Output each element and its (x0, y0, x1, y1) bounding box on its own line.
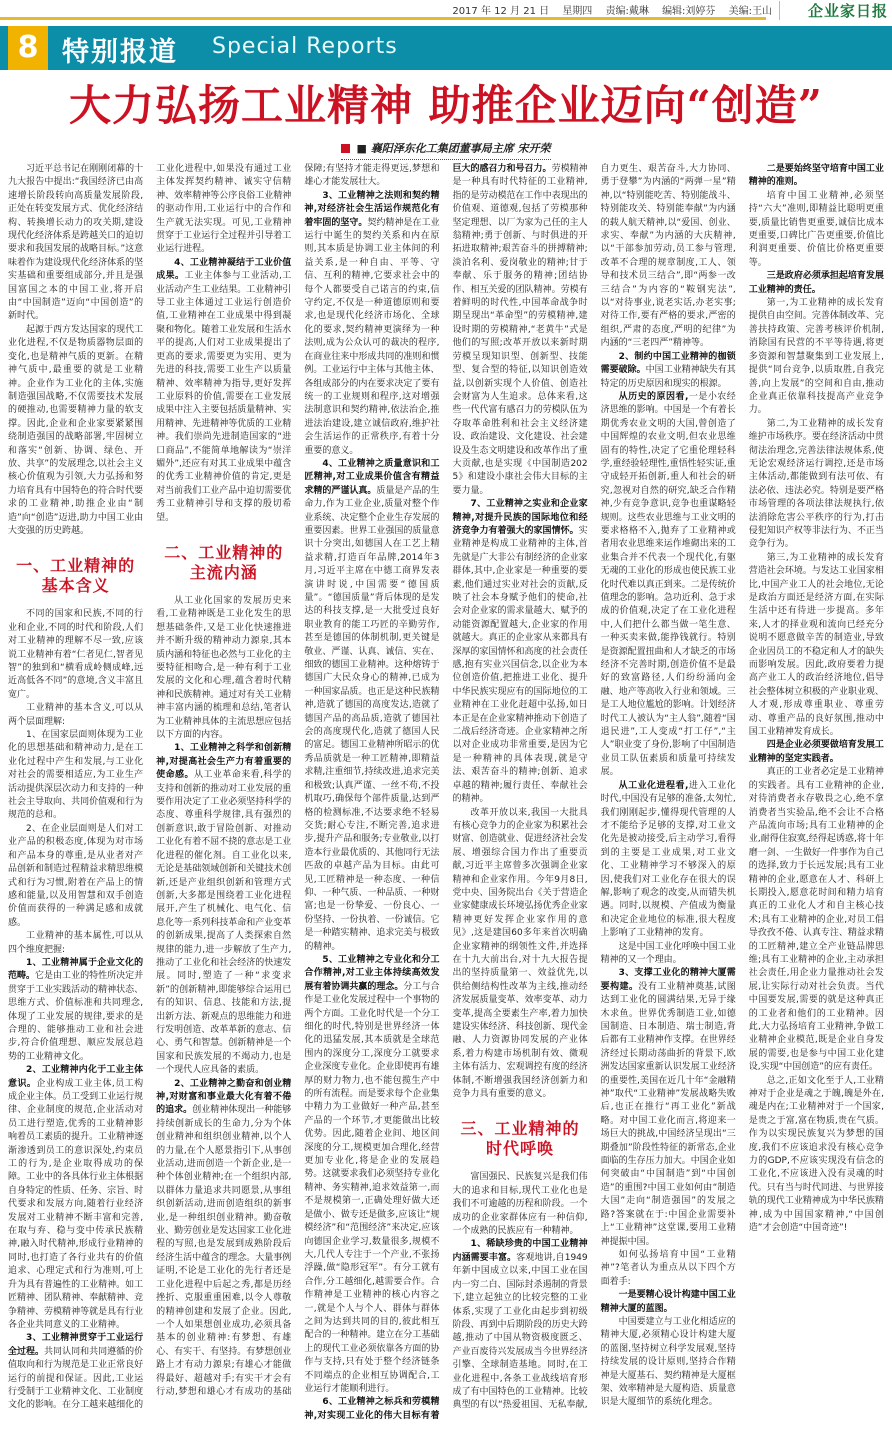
masthead-divider (779, 1, 780, 20)
article-paragraph: 中国要建立与工业化相适应的精神大厦,必须精心设计构建大厦的蓝图,坚持树立科学发展观,坚持持续发展的设计原则,坚持合作精神是大厦基石、契约精神是大厦框架、效率精神是大厦构造、质量意识是大厦细节的系统化理念。 (600, 1316, 736, 1408)
paragraph-lead: 二是要始终坚守培育中国工业精神的准则。 (748, 164, 884, 188)
article-paragraph: 总之,正如文化至于人,工业精神对于企业是魂之于魄,魄是外在,魂是内在;工业精神对于一个国家,是贵之于富,富在物质,贵在气质。作为以实现民族复兴为梦想的国度,我们不应该追求没有核心竞争力的GDP,不应该实现没有信念的工业化,不应该进入没有灵魂的时代。只有当与时代同进、与世界接轨的现代工业精神成为中华民族精神,成为中国国家精神,“中国创造”才会创造“中国奇迹”! (748, 1075, 884, 1234)
article-paragraph: 3、工业精神贯穿于工业运行全过程。共同认同和共同遵循的价值取向和行为规范是工业正常良好运行的前提和保证。因此,工业运行受制于工业精神文化、工业制度文化的影响。在分工越来越细化的工业化进程中,如果没有通过工业主体发挥契约精神、诚实守信精神、效率精神等公序良俗工业精神的驱动作用,工业运行中的合作和生产就无法实现。可见,工业精神贯穿于工业运行全过程并引导着工业运行进程。 (8, 164, 292, 1411)
editor: 编辑:刘婷芬 (662, 6, 716, 17)
article-paragraph: 改革开放以来,我国一大批具有核心竞争力的企业家为积累社会财富、创造就业、促进经济社会发展、增强综合国力作出了重要贡献,习近平主席曾多次强调企业家精神和企业家作用。今年9月8日,党中央、国务院出台《关于营造企业家健康成长环境弘扬优秀企业家精神更好发挥企业家作用的意见》,这是建国60多年来首次明确企业家精神的纲领性文件,并选择在十九大前出台,对十九大报告提出的坚持质量第一、效益优先,以供给侧结构性改革为主线,推动经济发展质量变革、效率变革、动力变革,提高全要素生产率,着力加快建设实体经济、科技创新、现代金融、人力资源协同发展的产业体系,着力构建市场机制有效、微观主体有活力、宏观调控有度的经济体制,不断增强我国经济创新力和竞争力具有重要的意义。 (452, 807, 588, 1100)
article-paragraph: 起源于西方发达国家的现代工业化进程,不仅是物质器物层面的变化,也是精神气质的更新。在精神气质中,最重要的就是工业精神。企业作为工业化的主体,实施制造强国战略,不仅需要技术发展的硬推动,也需要精神力量的软支撑。因此,企业和企业家要紧紧围绕制造强国的战略部署,牢固树立和落实“创新、协调、绿色、开放、共享”的发展理念,以社会主义核心价值观为引领,大力弘扬和努力培育具有中国特色的符合时代要求的工业精神,助推企业由“制造”向“创造”迈进,助力中国工业由大变强的历史跨越。 (8, 324, 144, 536)
article-paragraph: 工业精神的基本含义,可以从两个层面理解: (8, 703, 144, 727)
paragraph-lead: 2、制约中国工业精神的枷锁需要破除。 (600, 351, 736, 376)
paragraph-lead: 2、工业精神之勤奋和创业精神,对财富和事业最大化有着不倦的追求。 (156, 1078, 292, 1116)
page-number-badge: 8 (8, 26, 48, 70)
article-paragraph: 4、工业精神凝结于工业价值成果。工业主体参与工业活动,工业活动产生工业结果。工业精神引导工业主体通过工业运行创造价值,工业精神在工业成果中得到凝聚和物化。随着工业发展和生活水平的提高,人们对工业成果提出了更高的要求,需要更为实用、更为先进的科技,需要工业生产以质量精神、效率精神为指导,更好发挥工业原料的价值,需要在工业发展成果中注入主要包括质量精神、实用精神、先进精神等优质的工业精神。我们崇尚先进制造国家的“进口商品”,不能简单地解读为“崇洋媚外”,还应有对其工业成果中蕴含的优秀工业精神价值的肯定,更是对当前我们工业产品中迫切需要优秀工业精神引导和支撑的殷切希望。 (156, 257, 292, 523)
byline-square-icon (341, 144, 350, 153)
paragraph-lead: 3、工业精神贯穿于工业运行全过程。 (8, 1333, 144, 1357)
date-text: 2017 年 12 月 21 日 (452, 6, 550, 17)
article-paragraph: 4、工业精神之质量意识和工匠精神,对工业成果价值含有精益求精的严谨认真。质量是产品的生命力,作为工业企业,质量对整个作业系统、决定整个企业生存发展的重要因素。世界工业强国的质量意识十分突出,如德国人在工艺上精益求精,打造百年品牌,2014年3月,习近平主席在中德工商界发表演讲时说,中国需要“德国质量”。“德国质量”背后体现的是发达的科技支撑,是一大批受过良好职业教育的能工巧匠的辛勤劳作,甚至是德国的体制机制,更关键是敬业、严谨、认真、诚信、实在、细致的德国工业精神。这种熔铸于德国广大民众身心的精神,已成为一种国家品质。也正是这种民族精神,造就了德国的高度发达,造就了德国产品的高品质,造就了德国社会的高度现代化,造就了德国人民的富足。德国工业精神所昭示的优秀品质就是一种工匠精神,即精益求精,注重细节,持续改进,追求完美和极致;认真严谨、一丝不苟,不投机取巧,确保每个部件质量,达到严格的检测标准,不达要求绝不轻易交货;耐心专注,不断完善,追求进步,提升产品和服务;专业敬业,以打造本行业最优质的、其他同行无法匹敌的卓越产品为目标。由此可见,工匠精神是一种态度、一种信仰、一种气质、一种品质、一种财富;也是一份挚爱、一份良心、一份坚持、一份执着、一份诚信。它是一种踏实精神、追求完美与极致的精神。 (304, 458, 440, 952)
section-heading: 三、工业精神的时代呼唤 (460, 1119, 580, 1159)
article-paragraph (601, 1289, 736, 1316)
article-paragraph: 2、制约中国工业精神的枷锁需要破除。中国工业精神缺失有其特定的历史原因和现实的根源。 (600, 351, 736, 389)
article-paragraph: 培育中国工业精神,必须坚持“六大”准则,即精益比聪明更重要,质量比销售更重要,诚信比成本更重要,口碑比广告更重要,价值比利润更重要、价值比价格更重要等。 (748, 190, 884, 268)
article-paragraph: 习近平总书记在刚刚闭幕的十九大报告中提出:“我国经济已由高速增长阶段转向高质量发展阶段,正处在转变发展方式、优化经济结构、转换增长动力的攻关期,建设现代化经济体系是跨越关口的迫切要求和我国发展的战略目标。”这意味着作为建设现代化经济体系的坚实基础和重要组成部分,并且是强国富国之本的中国工业,将开启由“中国制造”迈向“中国创造”的新时代。 (8, 164, 144, 322)
paragraph-lead: 一是要精心设计构建中国工业精神大厦的蓝图。 (600, 1290, 736, 1314)
paragraph-lead: 5、工业精神之专业化和分工合作精神,对工业主体持续高效发展有着协调共赢的理念。 (304, 954, 440, 992)
article-paragraph: 2、工业精神内化于工业主体意识。企业构成工业主体,员工构成企业主体。员工受到工业运行规律、企业制度的规范,企业活动对员工进行塑造,优秀的工业精神影响着员工素质的提升。工业精神逐渐渗透到员工的意识深处,约束员工的行为,是企业取得成功的保障。工业中的各具体行业主体根据自身特定的性质、任务、宗旨、时代要求和发展方向,随着行业经济发展对工业精神不断丰富和完善,在取与弃、稳与变中传承民族精神,融入时代精神,形成行业精神的同时,也打造了各行业共有的价值追求、心理定式和行为准则,可上升为具有普遍性的工业精神。如工匠精神、团队精神、奉献精神、竞争精神、劳模精神等就是具有行业各企业共同意义的工业精神。 (8, 1065, 144, 1330)
article-paragraph: 真正的工业者必定是工业精神的实践者。具有工业精神的企业,对待消费者永存敬畏之心,绝不拿消费者当实验品,绝不会让不合格产品流向市场;具有工业精神的企业,耐得住寂寞,经得起诱惑,将十年磨一剑、一生做好一件事作为自己的选择,致力于长远发展;具有工业精神的企业,愿意在人才、科研上长期投入,愿意花时间和精力培育真正的工业化人才和自主核心技术;具有工业精神的企业,对员工倡导孜孜不倦、认真专注、精益求精的工匠精神,建立全产业链品牌思维;具有工业精神的企业,主动承担社会责任,用企业力量推动社会发展,让实际行动对社会负责。当代中国要发展,需要的就是这种真正的工业者和他们的工业精神。因此,大力弘扬培育工业精神,争做工业精神企业模范,既是企业自身发展的需要,也是参与中国工业化建设,实现“中国创造”的应有责任。 (748, 767, 884, 1073)
section-heading: 二、工业精神的主流内涵 (164, 542, 284, 582)
article-paragraph: 6、工业精神之标兵和劳模精神,对实现工业化的伟大目标有着巨大的感召力和号召力。劳模精神是一种具有时代特征的工业精神,指的是劳动模范在工作中表现出的价值观、道德观,包括了劳模那种坚定理想、以厂为家为己任的主人翁精神;勇于创新、与时俱进的开拓进取精神;艰苦奋斗的拼搏精神;淡泊名利、爱岗敬业的精神;甘于奉献、乐于服务的精神;团结协作、相互关爱的团队精神。劳模有着鲜明的时代性,中国革命战争时期呈现出“革命型”的劳模精神,建设时期的劳模精神,“老黄牛”式是他们的写照;改革开放以来新时期劳模呈现知识型、创新型、技能型、复合型的特征,以知识创造效益,以创新实现个人价值、创造社会财富为人生追求。总体来看,这些一代代富有感召力的劳模队伍为夺取革命胜利和社会主义经济建设、政治建设、文化建设、社会建设及生态文明建设和改革作出了重大贡献,也是实现《中国制造2025》和建设小康社会伟大目标的主要力量。 (304, 164, 588, 1421)
article-paragraph: 1、工业精神属于企业文化的范畴。它是由工业的特性所决定并贯穿于工业实践活动的精神状态、思维方式、价值标准和共同理念,体现了工业发展的规律,要求的是合理的、能够推动工业和社会进步,符合价值理想、顺应发展总趋势的工业精神文化。 (8, 957, 144, 1062)
paragraph-lead: 从历史的原因看, (618, 391, 689, 402)
article-paragraph: 第三,为工业精神的成长发育营造社会环境。与发达工业国家相比,中国产业工人的社会地位,无论是政治方面还是经济方面,在实际生活中还有待进一步提高。多年来,人才的择业观和流向已经充分说明不愿意做辛苦的制造业,导致企业因员工的不稳定和人才的缺失而影响发展。因此,政府要着力提高产业工人的政治经济地位,倡导社会整体树立积极的产业职业观、人才观,形成尊重职业、尊重劳动、尊重产品的良好氛围,推动中国工业精神发育成长。 (748, 552, 884, 738)
article-paragraph: 从工业化进程看,进入工业化时代,中国没有足够的准备,太匆忙,我们刚刚起步,懂得现代管理的人才不能给予足够的支撑,对工业文化先是被动接受,后主动学习,看得到的主要是工业成果,对工业文化、工业精神学习不够深入的原因,使我们对工业化存在很大的误解,影响了观念的改变,从而错失机遇。同时,以规模、产值成为衡量和决定企业地位的标准,很大程度上影响了工业精神的发育。 (600, 780, 736, 939)
article-paragraph: 7、工业精神之实业和企业家精神,对提升民族的国际地位和经济竞争力有着强大的家国情怀。实业精神是构成工业精神的主体,首先就是广大非公有制经济的企业家群体,其中,企业家是一种重要的要素,他们通过实业对社会的贡献,反映了社会本身赋予他们的使命,社会对企业家的需求量越大、赋予的动能资源配置越大,企业家的作用就越大。真正的企业家从来都具有深厚的家国情怀和高度的社会责任感,抱有实业兴国信念,以企业为本位创造价值,把推进工业化、提升中华民族实现应有的国际地位的工业精神在工业化赶超中弘扬,如日本正是在企业家精神推动下创造了二战后经济奇迹。企业家精神之所以对企业成功非常重要,是因为它是一种精神的具体表现,就是守法、艰苦奋斗的精神;创新、追求卓越的精神;履行责任、奉献社会的精神。 (452, 499, 588, 805)
section-heading: 一、工业精神的基本含义 (16, 556, 136, 596)
date-row (442, 2, 772, 17)
paper-name: 企业家日报 (807, 2, 888, 20)
paragraph-lead: 1、稀缺珍贵的中国工业精神内涵需要丰富。 (452, 1239, 588, 1263)
weekday-text: 星期四 (562, 6, 593, 17)
paragraph-lead: 三是政府必须承担起培育发展工业精神的责任。 (748, 271, 884, 295)
article-paragraph: 富国强民、民族复兴是我们伟大的追求和目标,现代工业化也是我们不可逾越的历程和阶段。一个成功的企业家群体应有一种信仰,一个成熟的民族应有一种精神。 (452, 1172, 588, 1237)
article-paragraph: 3、支撑工业化的精神大厦需要构建。没有工业精神奠基,试图达到工业化的圆满结果,无异于缘木求鱼。世界优秀制造工业,如德国制造、日本制造、瑞士制造,背后都有工业精神作支撑。在世界经济经过长期动荡曲折的背景下,欧洲发达国家重新认识发展工业经济的重要性,美国在近几十年“金融精神”取代“工业精神”发展战略失败后,也正在推行“再工业化”新战略。对中国工业化而言,将迎来一场巨大的挑战,中国经济呈现出“三期叠加”阶段性特征的新常态,企业面临的生存压力加大。中国企业如何突破由“中国制造”到“中国创造”的重围?中国工业如何由“制造大国”走向“制造强国”的发展之路?答案就在于:中国企业需要补上“工业精神”这堂课,要用工业精神提振中国。 (600, 968, 736, 1247)
paragraph-lead: 6、工业精神之标兵和劳模精神,对实现工业化的伟大目标有着巨大的感召力和号召力。 (304, 164, 552, 1421)
article-paragraph (749, 739, 884, 766)
paragraph-lead: 4、工业精神凝结于工业价值成果。 (156, 257, 292, 282)
paragraph-lead: 3、工业精神之法则和契约精神,对经济社会生活运作规范化有着牢固的坚守。 (304, 190, 440, 228)
article-paragraph: 从历史的原因看,一是小农经济思维的影响。中国是一个有着长期优秀农业文明的大国,曾创造了中国辉煌的农业文明,但农业思维固有的特性,决定了它重伦理轻科学,重经验轻理性,重悟性轻实证,重守成轻开拓创新,重人和社会的研究,忽视对自然的研究,缺乏合作精神,少有竞争意识,竞争也重谋略轻规则。这些农业思维与工业文明的要求格格不入,抛弃了工业精神或者用农业思维来运作堆砌出来的工业集合并不代表一个现代化,有躯无魂的工业化的形成也使民族工业化时代难以真正到来。二是传统价值理念的影响。急功近利、急于求成的价值观,决定了在工业化进程中,人们把什么都当做一笔生意、一种买卖来做,能挣钱就行。特别是资源配置扭曲和人才缺乏的市场经济不完善时期,创造价值不是最好的致富路径,人们纷纷涌向金融、地产等高收入行业和领域。三是工人地位尴尬的影响。计划经济时代工人被认为“主人翁”,随着“国退民进”,工人变成“打工仔”,“主人”职业变了身份,影响了中国制造业员工队伍素质和质量可持续发展。 (600, 391, 736, 778)
art-editor: 美编:王山 (728, 6, 772, 17)
article-paragraph: 不同的国家和民族,不同的行业和企业,不同的时代和阶段,人们对工业精神的理解不尽一致,应该说工业精神有着“仁者见仁,智者见智”的独到和“横看成岭侧成峰,远近高低各不同”的意境,含义丰富且宽广。 (8, 609, 144, 700)
article-paragraph: 如何弘扬培育中国“工业精神”?笔者认为重点从以下四个方面着手: (600, 1249, 736, 1287)
article-paragraph: 1、工业精神之科学和创新精神,对提高社会生产力有着重要的使命感。从工业革命来看,科学的支持和创新的推动对工业发展的重要作用决定了工业必须坚持科学的态度、尊重科学规律,具有强烈的创新意识,敢于冒险创新、对推动工业化有着不屈不挠的意志是工业化进程的催化剂。自工业化以来,无论是基础领域创新和关键技术创新,还是产业组织创新和管理方式创新,大多都是围绕着工业化进程展开,产生了机械化、电气化、信息化等一系列科技革命和产业变革的创新成果,提高了人类探索自然规律的能力,进一步解放了生产力,推动了工业化和社会经济的快速发展。同时,塑造了一种“求变求新”的创新精神,即能够综合运用已有的知识、信息、技能和方法,提出新方法、新观点的思维能力和进行发明创造、改革革新的意志、信心、勇气和智慧。创新精神是一个国家和民族发展的不竭动力,也是一个现代人应具备的素质。 (156, 743, 292, 1076)
paragraph-lead: 从工业化进程看, (618, 780, 689, 791)
section-banner (0, 26, 892, 70)
duty-editor: 责编:戴琳 (605, 6, 649, 17)
paragraph-lead: 2、工业精神内化于工业主体意识。 (8, 1065, 144, 1089)
article-paragraph: 2、在企业层面则是人们对工业产品的积极态度,体现为对市场和产品本身的尊重,是从业者对产品创新和制造过程精益求精思维模式和行为习惯,附着在产品上的情感和能量,以及用智慧和双手创造价值而获得的一种满足感和成就感。 (8, 823, 144, 928)
paragraph-lead: 7、工业精神之实业和企业家精神,对提升民族的国际地位和经济竞争力有着强大的家国情怀。 (452, 499, 588, 536)
article-paragraph: 工业精神的基本属性,可以从四个维度把握: (8, 931, 144, 955)
article-paragraph: 从工业化国家的发展历史来看,工业精神既是工业化发生的思想基础条件,又是工业化快速推进并不断升级的精神动力源泉,其本质内涵和特征也必然与工业化的主要特征相吻合,是一种有利于工业发展的文化和心理,蕴含着时代精神和民族精神。通过对有关工业精神丰富内涵的梳理和总结,笔者认为工业精神具体的主流思想应包括以下方面的内容。 (156, 595, 292, 741)
article-paragraph: 第二,为工业精神的成长发育维护市场秩序。要在经济活动中贯彻法治理念,完善法律法规体系,使无论宏观经济运行调控,还是市场主体活动,都能做到有法可依、有法必依、违法必究。特别是要严格市场管理的各项法律法规执行,依法消除危害公平秩序的行为,打击侵犯知识产权等非法行为、不正当竞争行为。 (748, 418, 884, 550)
article-paragraph: 1、稀缺珍贵的中国工业精神内涵需要丰富。客观地讲,自1949年新中国成立以来,中国工业在国内一穷二白、国际封杀遏制的背景下,建立起独立的比较完整的工业体系,实现了工业化由起步到初级阶段、再到中后期阶段的历史大跨越,推动了中国从物资极度匮乏、产业百废待兴发展成当今世界经济引擎、全球制造基地。同时,在工业化进程中,各条工业战线培育形成了有中国特色的工业精神。比较典型的有以“热爱祖国、无私奉献,自力更生、艰苦奋斗,大力协同、勇于登攀”为内涵的“两弹一星”精神,以“特别能吃苦、特别能战斗、特别能攻关、特别能奉献”为内涵的载人航天精神,以“爱国、创业、求实、奉献”为内涵的大庆精神,以“干部参加劳动,员工参与管理,改革不合理的规章制度,工人、领导和技术员三结合”,即“两参一改三结合”为内容的“鞍钢宪法”,以“对待事业,说老实话,办老实事;对待工作,要有严格的要求,严密的组织,严肃的态度,严明的纪律”为内涵的“三老四严”精神等。 (452, 164, 736, 1411)
article-paragraph: 5、工业精神之专业化和分工合作精神,对工业主体持续高效发展有着协调共赢的理念。分工与合作是工业化发展过程中一个事物的两个方面。工业化时代是一个分工细化的时代,特别是世界经济一体化的迅猛发展,其本质就是全球范围内的深度分工,深度分工就要求企业深度专业化。企业即使再有雄厚的财力物力,也不能包揽生产中的所有流程。而是要求每个企业集中精力为工业做好一种产品,甚至产品的一个环节,才更能做出比较优势。因此,随着企业间、地区间深度的分工,规模更加合理化,经营更加专业化,将是企业的发展趋势。这就要求我们必须坚持专业化精神、务实精神,追求效益第一,而不是规模第一,正确处理好做大还是做小、做专还是做多,应该让“规模经济”和“范围经济”来决定,应该向德国企业学习,数量很多,规模不大,几代人专注于一个产业,不张扬浮躁,做“隐形冠军”。有分工就有合作,分工越细化,越需要合作。合作精神是工业精神的核心内容之一,就是个人与个人、群体与群体之间为达到共同的目的,彼此相互配合的一种精神。建立在分工基础上的现代工业必须依靠各方面的协作与支持,只有处于整个经济链条不同端点的企业相互协调配合,工业运行才能顺利进行。 (304, 954, 440, 1394)
section-title-cn: 特别报道 (62, 37, 178, 68)
section-title-en: Special Reports (212, 34, 398, 59)
paragraph-lead: 1、工业精神属于企业文化的范畴。 (8, 957, 144, 982)
paragraph-lead: 3、支撑工业化的精神大厦需要构建。 (600, 968, 736, 992)
paragraph-lead: 4、工业精神之质量意识和工匠精神,对工业成果价值含有精益求精的严谨认真。 (304, 458, 440, 496)
article-headline: 大力弘扬工业精神 助推企业迈向“创造” (69, 81, 823, 130)
paragraph-lead: 四是企业必须要做培育发展工业精神的坚定实践者。 (748, 740, 884, 764)
article-paragraph (749, 270, 884, 297)
article-paragraph (749, 163, 884, 190)
gold-rule (0, 17, 766, 20)
paragraph-lead: 1、工业精神之科学和创新精神,对提高社会生产力有着重要的使命感。 (156, 743, 292, 781)
article-byline (0, 140, 892, 160)
article-paragraph: 这是中国工业化呼唤中国工业精神的又一个理由。 (600, 941, 736, 965)
article-paragraph: 3、工业精神之法则和契约精神,对经济社会生活运作规范化有着牢固的坚守。契约精神是在工业运行中诞生的契约关系和内在原则,其本质是协调工业主体间的利益关系,是一种自由、平等、守信、互利的精神,它要求社会中的每个人都要受自己诺言的约束,信守约定,不仅是一种道德原则和要求,也是现代化经济市场化、全球化的要求,契约精神更演绎为一种法则,成为公众认可的裁决的程序,在商业往来中形成共同的准则和惯例。工业运行中主体与其他主体、各组成部分的内在要求决定了要有统一的工业规则和程序,这对增强法制意识和契约精神,依法治企,推进法治建设,建立诚信政府,维护社会生活运作的正常秩序,有着十分重要的意义。 (304, 190, 440, 456)
byline-text: ■ 襄阳泽东化工集团董事局主席 宋开荣 (356, 142, 551, 155)
article-paragraph: 第一,为工业精神的成长发育提供自由空间。完善体制改革、完善扶持政策、完善考核评价机制,消除国有民营的不平等待遇,将更多资源和智慧聚集到工业发展上,提供“同台竞争,以质取胜,自我完善,向上发展”的空间和自由,推动企业真正依靠科技提高产业竞争力。 (748, 298, 884, 416)
article-body (8, 163, 884, 1425)
article-paragraph: 2、工业精神之勤奋和创业精神,对财富和事业最大化有着不倦的追求。创业精神体现出一种能够持续创新成长的生命力,分为个体创业精神和组织创业精神,以个人的力量,在个人愿景指引下,从事创业活动,进而创造一个新企业,是一种个体创业精神;在一个组织内部,以群体力量追求共同愿景,从事组织创新活动,进而创造组织的新事业,是一种组织创业精神。勤奋敬业、勤劳创业是发达国家工业化进程的写照,也是发展到成熟阶段后经济生活中蕴含的理念。大量事例证明,不论是工业化的先行者还是工业化进程中后起之秀,都是历经挫折、克服重重困难,以令人尊敬的精神创建和发展了企业。因此,一个人如果想创业成功,必须具备基本的创业精神:有梦想、有雄心、有实干、有坚持。有梦想创业路上才有动力源泉;有雄心才能做得最好、超越对手;有实干才会有行动,梦想和雄心才有成功的基础保障;有坚持才能走得更远,梦想和雄心才能发展壮大。 (156, 164, 440, 1397)
article-paragraph: 1、在国家层面则体现为工业化的思想基础和精神动力,是在工业化过程中产生和发展,与工业化对社会的需要相适应,为工业生产活动提供深层次动力和支持的一种社会主导取向、共同价值观和行为规范的总和。 (8, 730, 144, 821)
